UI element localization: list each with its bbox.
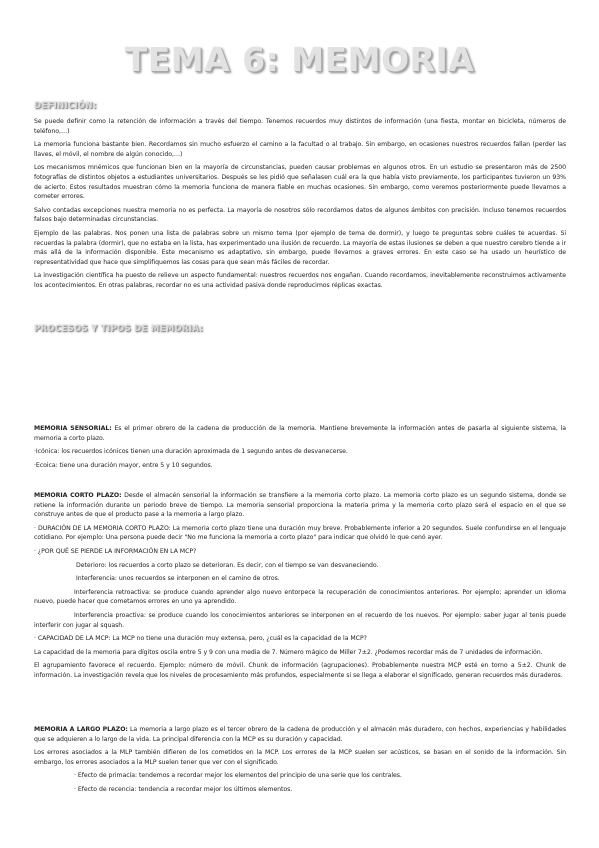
list-item: · Efecto de primacía: tendemos a recordar mejor los elementos del principio de una serie que los centrales. <box>74 772 402 780</box>
paragraph: La investigación científica ha puesto de relieve un aspecto fundamental: nuestros recuerdos nos engañan. Cuando recordamos, inevitablemente reconstruimos activamente los acontecimientos. En otras palabras, recordar no es una actividad pasiva donde reproducimos réplicas exactas. <box>34 272 566 289</box>
paragraph: · CAPACIDAD DE LA MCP: La MCP no tiene una duración muy extensa, pero, ¿cuál es la capacidad de la MCP? <box>34 635 367 643</box>
list-item: Interferencia retroactiva: se produce cuando aprender algo nuevo entorpece la recuperación de conocimientos anteriores. Por ejemplo; aprender un idioma nuevo, puede hacer que cometamos errores en uno ya aprendido. <box>34 588 566 606</box>
list-item: Interferencia: unos recuerdos se interponen en el camino de otros. <box>76 575 280 583</box>
paragraph: Ejemplo de las palabras. Nos ponen una lista de palabras sobre un mismo tema (por ejemplo de tema de dormir), y luego te preguntas sobre cuáles te acuerdas. Si recuerdas la palabra (dormir), que no estaba en la lista, has experimentado una ilusión de recuerdo. La mayoría de estas ilusiones se deben a que nuestro cerebro tiende a ir más allá de la información disponible. Este mecanismo es adaptativo, sin embargo, puede llevarnos a graves errores. En este caso se ha usado un heurístico de representatividad que hace que simplifiquemos las cosas para que sean más fáciles de recordar. <box>34 229 566 266</box>
bullet-item: ·Ecoica: tiene una duración mayor, entre 5 y 10 segundos. <box>34 461 213 469</box>
section-heading-procesos: PROCESOS Y TIPOS DE MEMORIA: <box>34 324 204 334</box>
label: MEMORIA A LARGO PLAZO: <box>34 726 128 733</box>
list-item: Interferencia proactiva: se produce cuando los conocimientos anteriores se interponen en el recuerdo de los nuevos. Por ejemplo: saber jugar al tenis puede interferir con jugar al squash. <box>34 611 566 629</box>
section-heading-definicion: DEFINICIÓN: <box>34 101 97 111</box>
memoria-sensorial <box>34 424 566 474</box>
paragraph <box>34 491 566 520</box>
paragraph: · ¿POR QUÉ SE PIERDE LA INFORMACIÓN EN LA MCP? <box>34 547 197 555</box>
paragraph <box>34 424 566 443</box>
paragraph: La memoria funciona bastante bien. Recordamos sin mucho esfuerzo el camino a la facultad o al trabajo. Sin embargo, en ocasiones nuestros recuerdos fallan (perder las llaves, el móvil, el nombre de algún conocido,…) <box>34 141 566 158</box>
paragraph: La capacidad de la memoria para dígitos oscila entre 5 y 9 con una media de 7. Número mágico de Miller 7±2. ¿Podemos recordar más de 7 unidades de información. <box>34 648 543 656</box>
paragraph: El agrupamiento favorece el recuerdo. Ejemplo: número de móvil. Chunk de información (agrupaciones). Probablemente nuestra MCP esté en torno a 5±2. Chunk de información. La investigación revela que los niveles de procesamiento más profundos, especialmente si se llega a elaborar el significado, generan recuerdos más duraderos. <box>34 662 566 679</box>
text: Desde el almacén sensorial la información se transfiere a la memoria corto plazo. La memoria corto plazo es un segundo sistema, donde se retiene la información durante un periodo breve de tiempo. La memoria sensorial proporciona la materia prima y la memoria corto plazo será el espacio en el que se construye antes de que el producto pase a la memoria a largo plazo. <box>34 492 566 519</box>
list-item: Deterioro: los recuerdos a corto plazo se deterioran. Es decir, con el tiempo se van desvaneciendo. <box>76 561 379 569</box>
paragraph <box>34 725 566 744</box>
paragraph: Los mecanismos mnémicos que funcionan bien en la mayoría de circunstancias, pueden causar problemas en algunos otros. En un estudio se presentaron más de 2500 fotografías de distintos objetos a estudiantes universitarios. Después se les pidió que señalasen cuál era la que había visto previamente, los participantes tuvieron un 93% de acierto. Estos resultados muestran cómo la memoria funciona de manera fiable en muchas ocasiones. Sin embargo, como veremos posteriormente puede llevarnos a cometer errores. <box>34 164 566 201</box>
bullet-item: ·Icónica: los recuerdos icónicos tienen una duración aproximada de 1 segundo antes de desvanecerse. <box>34 448 348 456</box>
text: La memoria a largo plazo es el tercer obrero de la cadena de producción y el almacén más duradero, con hechos, experiencias y habilidades que se adquieren a lo largo de la vida. La principal diferencia con la MCP es su duración y capacidad. <box>34 726 566 743</box>
memoria-corto-plazo <box>34 491 566 685</box>
label: MEMORIA CORTO PLAZO: <box>34 492 122 499</box>
text: Es el primer obrero de la cadena de producción de la memoria. Mantiene brevemente la información antes de pasarla al siguiente sistema, la memoria a corto plazo. <box>34 425 566 442</box>
list-item: · Efecto de recencia: tendencia a recordar mejor los últimos elementos. <box>74 785 293 793</box>
memoria-largo-plazo <box>34 725 566 799</box>
label: MEMORIA SENSORIAL: <box>34 425 112 432</box>
paragraph: Se puede definir como la retención de información a través del tiempo. Tenemos recuerdos muy distintos de información (una fiesta, montar en bicicleta, números de teléfono,…) <box>34 118 566 135</box>
page-title: TEMA 6: MEMORIA <box>124 40 475 79</box>
paragraph: Los errores asociados a la MLP también difieren de los cometidos en la MCP. Los errores de la MCP suelen ser acústicos, se basan en el sonido de la información. Sin embargo, los errores asociados a la MLP suelen tener que ver con el significado. <box>34 749 566 766</box>
definicion-body <box>34 117 566 295</box>
paragraph: Salvo contadas excepciones nuestra memoria no es perfecta. La mayoría de nosotros sólo recordamos datos de algunos ámbitos con precisión. Incluso tenemos recuerdos falsos bajo determinadas circunstancias. <box>34 206 566 224</box>
paragraph: · DURACIÓN DE LA MEMORIA CORTO PLAZO: La memoria corto plazo tiene una duración muy breve. Probablemente inferior a 20 segundos. Suele confundirse en el lenguaje cotidiano. Por ejemplo: Una persona puede decir "No me funciona la memoria a corto plazo" para indicar que olvidó lo que cenó ayer. <box>34 524 566 542</box>
